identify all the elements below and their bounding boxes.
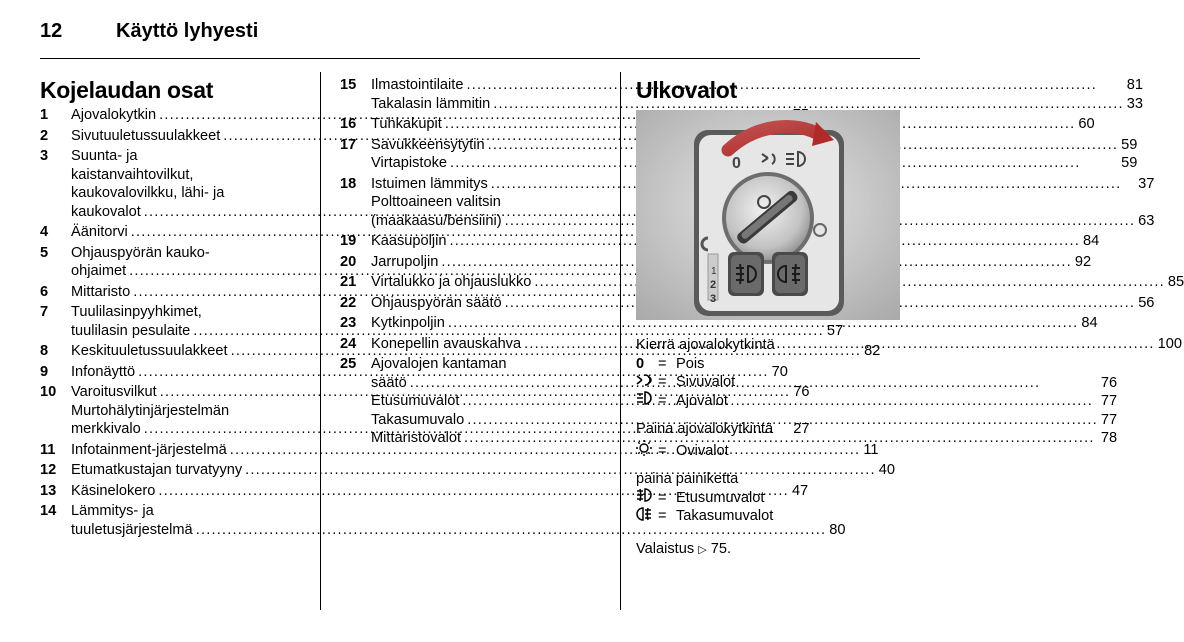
page-header <box>40 20 258 43</box>
list-item <box>340 175 1155 231</box>
section-heading: Ulkovalot <box>636 77 737 103</box>
rear-fog-icon <box>636 507 658 527</box>
item-text: Varoitusvilkut <box>71 384 157 400</box>
item-text: Etumatkustajan turvatyyny <box>71 462 243 478</box>
page-ref[interactable]: 63 <box>1138 212 1155 229</box>
item-text: tuuletusjärjestelmä <box>71 521 193 538</box>
item-text: Ilmastointilaite <box>371 77 464 93</box>
item-text: Lämmitys- ja <box>71 503 154 519</box>
symbol-label: Pois <box>676 355 705 372</box>
item-text: Ajovalojen kantaman <box>371 356 507 372</box>
symbol-label: Ovivalot <box>676 442 729 459</box>
item-text: Murtohälytinjärjestelmän <box>71 402 230 419</box>
item-number: 2 <box>40 127 49 144</box>
page-ref[interactable]: 100 <box>1157 335 1183 352</box>
item-text: kaistanvaihtovilkut, <box>71 166 194 183</box>
page-ref[interactable]: 27 <box>793 421 810 437</box>
item-number: 16 <box>340 116 357 132</box>
item-text: Jarrupoljin <box>371 253 439 270</box>
item-number: 25 <box>340 356 357 372</box>
page-ref[interactable]: 76 <box>1100 374 1118 391</box>
item-text: Takalasin lämmitin <box>371 95 491 112</box>
item-number: 17 <box>340 136 357 153</box>
item-text: Infonäyttö <box>71 363 136 380</box>
page-ref[interactable]: 80 <box>829 521 846 538</box>
page-ref[interactable]: 82 <box>864 343 881 359</box>
item-number: 11 <box>40 441 56 458</box>
symbol-list <box>636 489 906 526</box>
equals-sign: = <box>658 489 667 506</box>
sidelight-icon <box>636 373 658 393</box>
item-number: 22 <box>340 294 357 311</box>
symbol-label: Takasumuvalot <box>676 508 774 524</box>
item-text: Polttoaineen valitsin <box>371 194 501 210</box>
item-number: 1 <box>40 107 49 123</box>
item-text: Sivutuuletussuulakkeet <box>71 127 221 144</box>
item-number: 5 <box>40 244 49 261</box>
item-text: Tuulilasinpyyhkimet, <box>71 304 202 320</box>
item-text: Käsinelokero <box>71 482 156 499</box>
item-text: merkkivalo <box>71 421 141 437</box>
item-number: 3 <box>40 148 49 164</box>
instruction-rotate: Kierrä ajovalokytkintä <box>636 337 775 353</box>
front-fog-icon <box>636 488 658 508</box>
symbol-label: Sivuvalot <box>676 374 736 390</box>
item-number: 7 <box>40 304 49 320</box>
page-ref[interactable]: 47 <box>791 482 809 499</box>
light-switch-photo <box>636 110 900 320</box>
page-ref[interactable]: 33 <box>1126 95 1144 112</box>
item-number: 9 <box>40 363 49 380</box>
page-ref[interactable]: 56 <box>1138 294 1155 311</box>
item-number: 8 <box>40 343 49 359</box>
page-ref[interactable]: 77 <box>1100 411 1118 428</box>
item-number: 19 <box>340 233 357 249</box>
item-text: Tuhkakupit <box>371 116 442 132</box>
item-text: Keskituuletussuulakkeet <box>71 343 228 359</box>
symbol-label: Etusumuvalot <box>676 489 765 506</box>
symbol-list <box>636 442 906 461</box>
svg-text:2: 2 <box>710 279 717 291</box>
page-ref[interactable]: 92 <box>1074 253 1092 270</box>
item-text: Kaasupoljin <box>371 233 447 249</box>
page-ref[interactable]: 70 <box>771 363 788 380</box>
item-text: ohjaimet <box>71 263 127 279</box>
header-divider <box>40 58 920 59</box>
item-text: Virtalukko ja ohjauslukko <box>371 274 532 290</box>
item-number: 6 <box>40 283 49 300</box>
item-number: 10 <box>40 384 57 400</box>
item-text: Ohjauspyörän kauko- <box>71 244 210 261</box>
list-item <box>40 147 302 221</box>
item-text: tuulilasin pesulaite <box>71 322 191 339</box>
equals-sign: = <box>658 374 667 390</box>
item-text: Konepellin avauskahva <box>371 335 522 352</box>
page-ref[interactable]: 81 <box>1126 77 1144 93</box>
item-text: Mittaristovalot <box>371 430 462 446</box>
page-ref[interactable]: 59 <box>1121 155 1138 171</box>
item-text: Ajovalokytkin <box>71 107 157 123</box>
list-item <box>340 232 1100 251</box>
right-text <box>636 336 906 559</box>
page-ref[interactable]: 37 <box>1138 175 1155 192</box>
symbol-row <box>636 373 906 392</box>
list-item <box>340 115 1095 134</box>
section-heading: Kojelaudan osat <box>40 77 214 103</box>
svg-text:1: 1 <box>711 266 717 277</box>
item-number: 24 <box>340 335 357 352</box>
list-item <box>40 283 302 302</box>
page-ref[interactable]: 84 <box>1083 233 1100 249</box>
page-header-title: Käyttö lyhyesti <box>116 20 259 42</box>
item-text: Virtapistoke <box>371 155 447 171</box>
cross-reference-label: Valaistus <box>636 540 695 557</box>
item-text: Takasumuvalo <box>371 411 465 428</box>
off-symbol: 0 <box>636 355 645 372</box>
item-number: 21 <box>340 274 357 290</box>
item-text: Savukkeensytytin <box>371 136 485 153</box>
item-number: 13 <box>40 482 57 499</box>
symbol-row <box>636 442 906 461</box>
item-text: Mittaristo <box>71 283 131 300</box>
list-item <box>40 244 302 281</box>
page-ref[interactable]: 84 <box>1081 315 1098 331</box>
list-item <box>40 223 302 242</box>
item-text: (maakaasu/bensiini) <box>371 212 502 229</box>
list-item <box>340 294 1155 313</box>
page-ref[interactable]: 11 <box>863 441 879 458</box>
page-ref[interactable]: 76 <box>793 384 810 400</box>
right-column <box>636 76 906 106</box>
cross-reference-page: 75. <box>710 540 732 557</box>
headlight-icon <box>636 391 658 411</box>
svg-text:3: 3 <box>710 293 717 305</box>
list-item <box>40 106 302 125</box>
item-text: Ohjauspyörän säätö <box>371 294 502 311</box>
svg-text:0: 0 <box>732 155 741 172</box>
symbol-label: Ajovalot <box>676 392 728 409</box>
light-switch-illustration <box>636 110 900 320</box>
item-number: 23 <box>340 315 357 331</box>
page-ref[interactable]: 40 <box>878 462 895 478</box>
cross-reference <box>636 540 906 560</box>
symbol-row <box>636 507 906 526</box>
item-number: 20 <box>340 253 357 270</box>
page-ref[interactable]: 57 <box>826 322 844 339</box>
item-number: 14 <box>40 503 57 519</box>
item-text: Etusumuvalot <box>371 393 460 409</box>
instruction-press: Paina ajovalokytkintä <box>636 421 774 437</box>
equals-sign: = <box>658 442 667 459</box>
page-ref[interactable]: 60 <box>1078 116 1095 132</box>
symbol-row <box>636 392 906 411</box>
item-number: 4 <box>40 224 49 240</box>
item-text: Kytkinpoljin <box>371 315 445 331</box>
item-number: 12 <box>40 462 57 478</box>
item-text: Suunta- ja <box>71 148 138 164</box>
symbol-row <box>636 489 906 508</box>
equals-sign: = <box>658 508 667 524</box>
page-ref[interactable]: 59 <box>1121 136 1138 153</box>
page-ref[interactable]: 85 <box>1167 274 1184 290</box>
page-number: 12 <box>40 20 63 42</box>
item-text: kaukovalot <box>71 203 141 220</box>
symbol-row <box>636 355 906 374</box>
item-text: Infotainment-järjestelmä <box>71 441 227 458</box>
item-text: Äänitorvi <box>71 224 128 240</box>
list-item <box>40 127 302 146</box>
item-text: säätö <box>371 374 407 391</box>
symbol-list <box>636 355 906 411</box>
item-number: 18 <box>340 175 357 192</box>
item-text: kaukovalovilkku, lähi- ja <box>71 185 225 201</box>
list-item <box>340 253 1092 272</box>
equals-sign: = <box>658 392 667 409</box>
reference-arrow-icon: ▷ <box>698 543 707 556</box>
page-ref[interactable]: 77 <box>1100 393 1118 409</box>
page-ref[interactable]: 78 <box>1100 430 1118 446</box>
list-item <box>340 273 1184 292</box>
item-text: Istuimen lämmitys <box>371 175 488 192</box>
list-item <box>340 136 1138 173</box>
instruction-button: paina painiketta <box>636 471 739 487</box>
item-number: 15 <box>340 77 357 93</box>
automatic-light-icon <box>636 440 658 462</box>
equals-sign: = <box>658 355 667 372</box>
